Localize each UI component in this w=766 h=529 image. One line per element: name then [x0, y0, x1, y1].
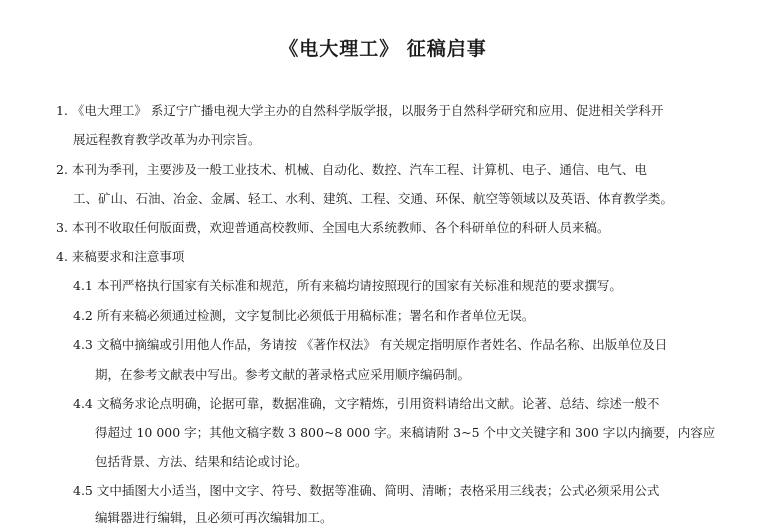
item-1-line-2: 展远程教育教学改革为办刊宗旨。 [73, 132, 261, 147]
item-4-1-line-1: 4.1 本刊严格执行国家有关标准和规范，所有来稿均请按照现行的国家有关标准和规范的要求撰写。 [73, 278, 622, 293]
item-1-line-1: 1. 《电大理工》 系辽宁广播电视大学主办的自然科学版学报，以服务于自然科学研究和应用、促进相关学科开 [56, 103, 664, 118]
item-4-2-line-1: 4.2 所有来稿必须通过检测，文字复制比必须低于用稿标准；署名和作者单位无误。 [73, 308, 535, 323]
item-4-4-line-2: 得超过 10 000 字；其他文稿字数 3 800~8 000 字。来稿请附 3~5 个中文关键字和 300 字以内摘要，内容应 [95, 425, 716, 440]
item-4-4-line-3: 包括背景、方法、结果和结论或讨论。 [95, 454, 308, 469]
item-4-3-line-2: 期，在参考文献表中写出。参考文献的著录格式应采用顺序编码制。 [95, 367, 471, 382]
item-4-3-line-1: 4.3 文稿中摘编或引用他人作品，务请按 《著作权法》 有关规定指明原作者姓名、作品名称、出版单位及日 [73, 337, 668, 352]
item-4-5-line-1: 4.5 文中插图大小适当，图中文字、符号、数据等准确、简明、清晰；表格采用三线表；公式必须采用公式 [73, 483, 660, 498]
item-4-4-line-1: 4.4 文稿务求论点明确，论据可靠，数据准确，文字精炼，引用资料请给出文献。论著、总结、综述一般不 [73, 396, 660, 411]
item-4-heading: 4. 来稿要求和注意事项 [56, 249, 185, 264]
item-2-line-2: 工、矿山、石油、冶金、金属、轻工、水利、建筑、工程、交通、环保、航空等领域以及英语、体育教学类。 [73, 191, 674, 206]
page-title: 《电大理工》 征稿启事 [279, 38, 487, 60]
item-3-line-1: 3. 本刊不收取任何版面费，欢迎普通高校教师、全国电大系统教师、各个科研单位的科研人员来稿。 [56, 220, 610, 235]
item-2-line-1: 2. 本刊为季刊，主要涉及一般工业技术、机械、自动化、数控、汽车工程、计算机、电子、通信、电气、电 [56, 162, 647, 177]
item-4-5-line-2: 编辑器进行编辑，且必须可再次编辑加工。 [95, 510, 333, 525]
